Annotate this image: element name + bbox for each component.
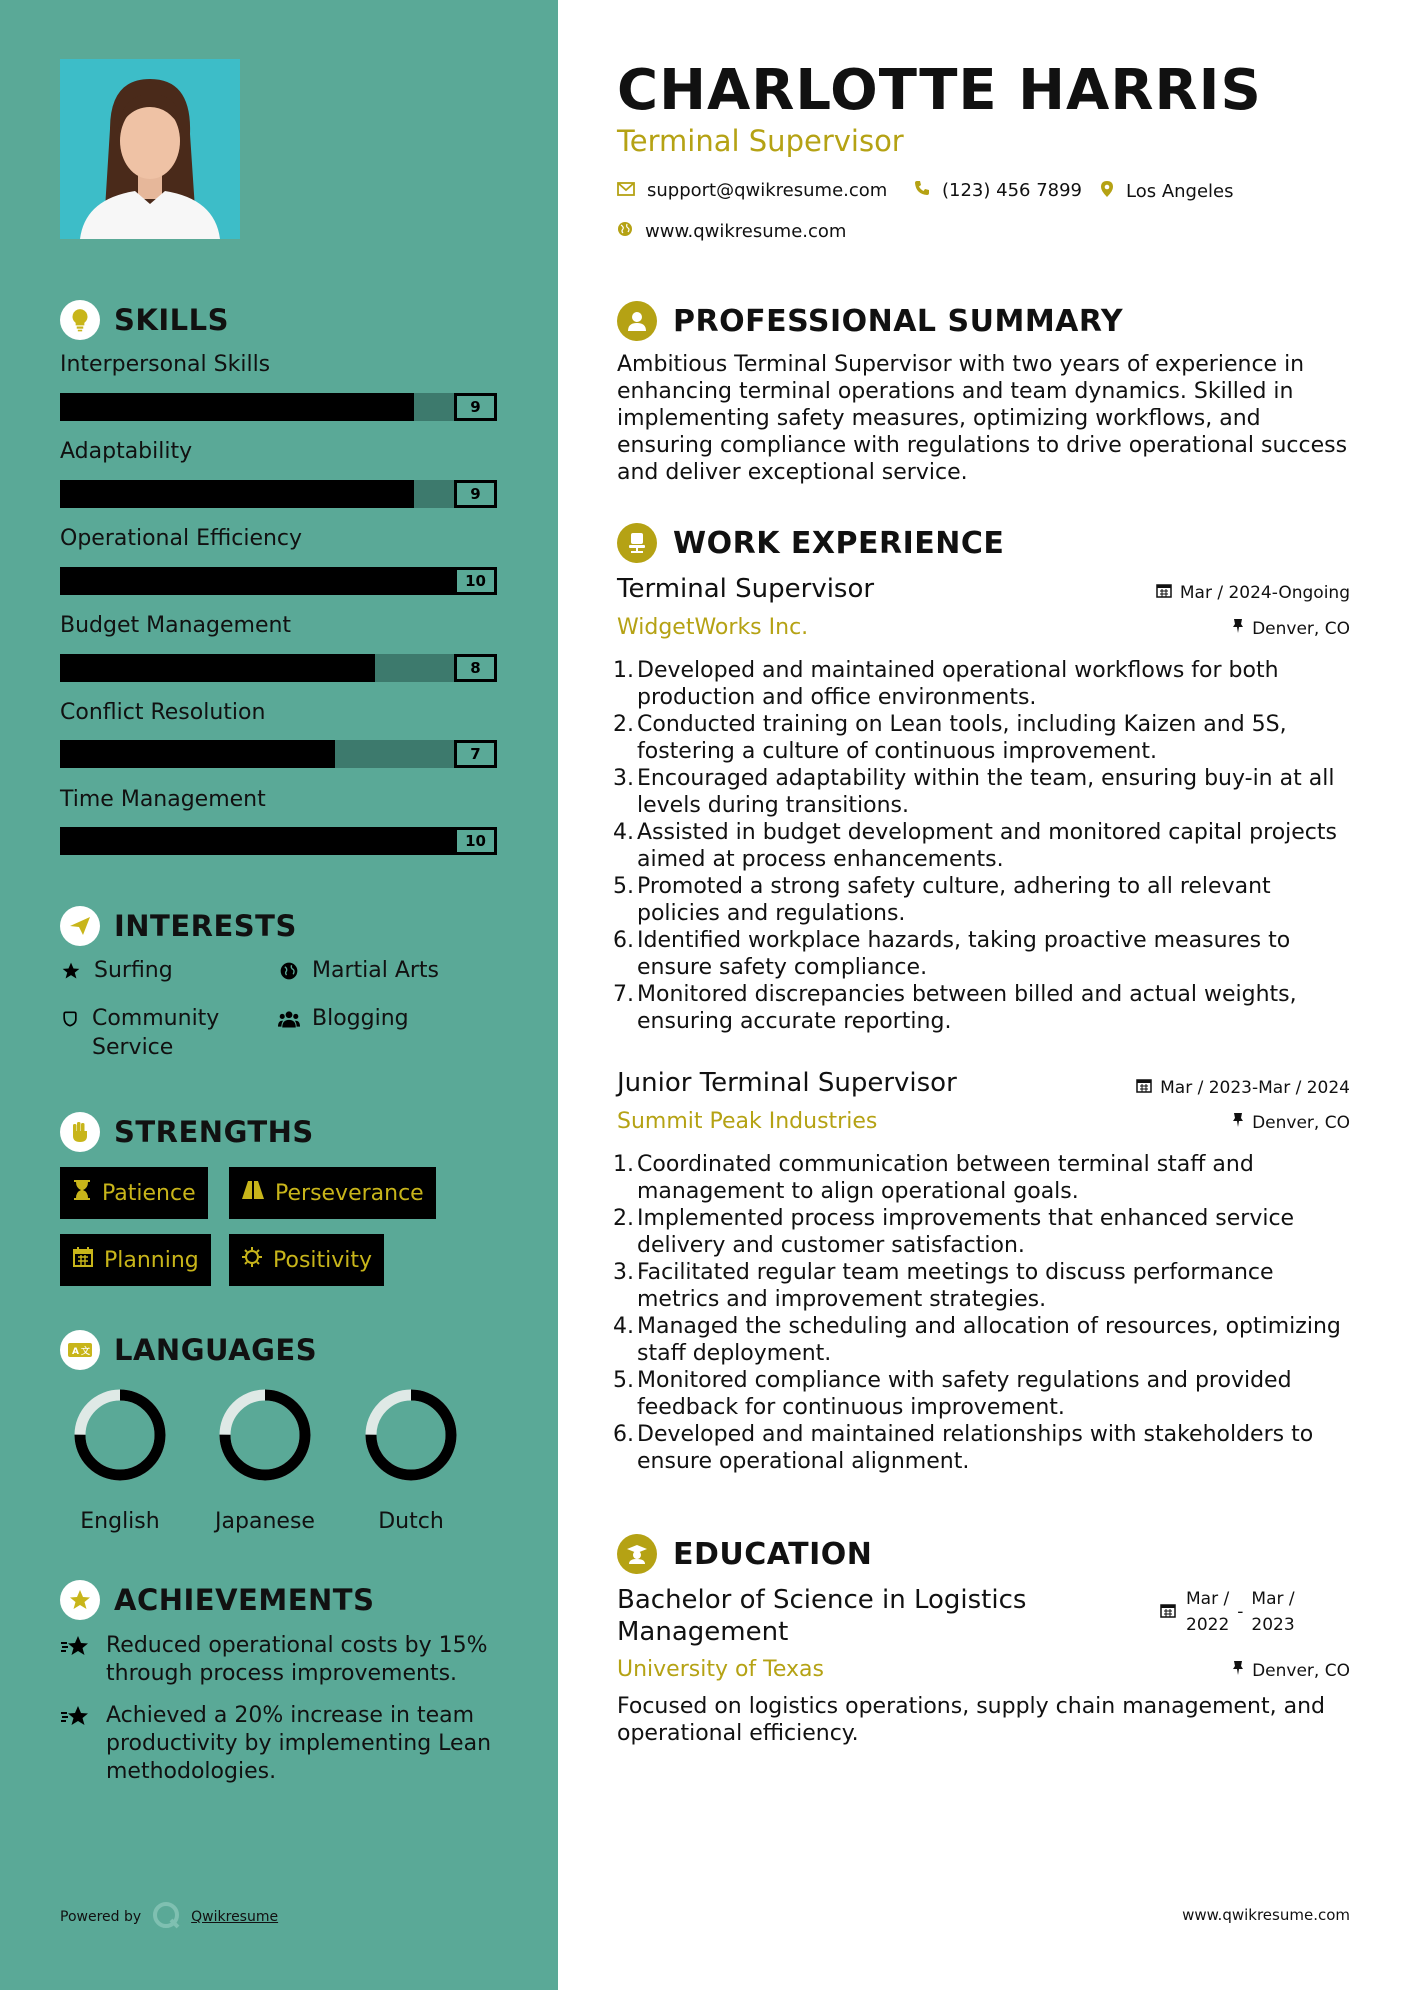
duty-text: Monitored discrepancies between billed and actual weights, ensuring accurate reporting. — [637, 982, 1297, 1034]
skill-fill — [60, 393, 414, 421]
education-location: Denver, CO — [1232, 1660, 1350, 1681]
job-role: Junior Terminal Supervisor — [617, 1068, 957, 1098]
summary-text: Ambitious Terminal Supervisor with two years of experience in enhancing terminal operations and team dynamics. Skilled in implementing safety measures, optimizing workflows, and ensuring compliance with regulations to drive operational success and deliver exceptional service. — [617, 352, 1348, 485]
duty-number: 7. — [613, 982, 634, 1007]
phone-icon — [914, 180, 930, 201]
hourglass-icon — [72, 1179, 92, 1207]
skill-bar — [60, 740, 497, 768]
globe-icon — [278, 956, 300, 985]
duty-number: 5. — [613, 1368, 634, 1393]
svg-text:A: A — [72, 1347, 79, 1357]
duty-number: 6. — [613, 1422, 634, 1447]
duty-item — [610, 657, 1355, 711]
calendar-icon — [1156, 582, 1172, 603]
calendar-icon — [1160, 1586, 1176, 1638]
education-description: Focused on logistics operations, supply chain management, and operational efficiency. — [617, 1694, 1325, 1746]
skill-name: Time Management — [60, 787, 266, 812]
skill-score: 10 — [454, 827, 497, 855]
interest-item: Surfing — [60, 956, 173, 985]
skill-score: 8 — [454, 654, 497, 682]
contact-website: www.qwikresume.com — [617, 221, 846, 242]
duty-text: Identified workplace hazards, taking proactive measures to ensure safety compliance. — [637, 928, 1291, 980]
duty-item — [610, 1205, 1355, 1259]
candidate-title: Terminal Supervisor — [617, 124, 904, 158]
language-item: English — [60, 1387, 180, 1534]
interest-item: Community Service — [60, 1004, 260, 1062]
calendar-icon — [72, 1246, 94, 1274]
duty-number: 3. — [613, 766, 634, 791]
duty-item — [610, 711, 1355, 765]
user-icon — [617, 301, 657, 341]
duty-item — [610, 873, 1355, 927]
job-duties — [610, 1151, 1355, 1475]
contact-email: support@qwikresume.com — [617, 180, 887, 201]
skill-fill — [60, 480, 414, 508]
skill-fill — [60, 827, 497, 855]
skills-heading: SKILLS — [60, 300, 229, 340]
achievements-heading: ACHIEVEMENTS — [60, 1580, 374, 1620]
contact-location: Los Angeles — [1100, 180, 1234, 203]
skill-name: Budget Management — [60, 613, 292, 638]
users-icon — [278, 1004, 300, 1033]
interests-heading: INTERESTS — [60, 906, 297, 946]
duty-text: Monitored compliance with safety regulations and provided feedback for continuous improvement. — [637, 1368, 1292, 1420]
duty-number: 5. — [613, 874, 634, 899]
duty-text: Implemented process improvements that enhanced service delivery and customer satisfaction. — [637, 1206, 1295, 1258]
svg-text:文: 文 — [81, 1347, 91, 1357]
achievement-item: Reduced operational costs by 15% through process improvements. — [60, 1632, 510, 1688]
duty-number: 3. — [613, 1260, 634, 1285]
duty-number: 2. — [613, 712, 634, 737]
skill-score: 7 — [454, 740, 497, 768]
duty-number: 4. — [613, 820, 634, 845]
job-role: Terminal Supervisor — [617, 574, 875, 604]
qwikresume-logo-icon — [151, 1900, 181, 1934]
star-icon — [60, 956, 82, 985]
duty-item — [610, 981, 1355, 1035]
job-company: WidgetWorks Inc. — [617, 615, 809, 640]
qwikresume-link[interactable]: Qwikresume — [191, 1909, 279, 1925]
job-company: Summit Peak Industries — [617, 1109, 878, 1134]
chair-icon — [617, 523, 657, 563]
duty-number: 2. — [613, 1206, 634, 1231]
duty-text: Encouraged adaptability within the team, ensuring buy-in at all levels during transitions. — [637, 766, 1335, 818]
job-duties — [610, 657, 1355, 1035]
education-degree: Bachelor of Science in Logistics Management — [617, 1585, 1027, 1647]
sun-icon — [241, 1246, 263, 1274]
paper-plane-icon — [60, 906, 100, 946]
envelope-icon — [617, 180, 635, 201]
experience-heading: WORK EXPERIENCE — [617, 523, 1004, 563]
globe-icon — [617, 221, 633, 242]
strength-badge: Planning — [60, 1234, 211, 1286]
duty-item — [610, 1367, 1355, 1421]
duty-number: 1. — [613, 658, 634, 683]
powered-by: Powered by Qwikresume — [60, 1900, 278, 1934]
strength-badge: Patience — [60, 1167, 208, 1219]
language-donut — [363, 1387, 459, 1483]
duty-text: Managed the scheduling and allocation of resources, optimizing staff deployment. — [637, 1314, 1341, 1366]
calendar-icon — [1136, 1077, 1152, 1098]
duty-number: 6. — [613, 928, 634, 953]
skill-name: Conflict Resolution — [60, 700, 266, 725]
summary-heading: PROFESSIONAL SUMMARY — [617, 301, 1123, 341]
fist-icon — [60, 1112, 100, 1152]
skill-fill — [60, 740, 335, 768]
pushpin-icon — [1232, 1112, 1244, 1133]
duty-item — [610, 1151, 1355, 1205]
footer-url[interactable]: www.qwikresume.com — [1182, 1906, 1350, 1924]
job-date: Mar / 2024-Ongoing — [1156, 582, 1350, 603]
sidebar — [0, 0, 558, 1990]
skill-bar — [60, 827, 497, 855]
skill-bar — [60, 480, 497, 508]
duty-text: Developed and maintained operational workflows for both production and office environments. — [637, 658, 1279, 710]
duty-text: Coordinated communication between terminal staff and management to align operational goals. — [637, 1152, 1254, 1204]
language-item: Japanese — [205, 1387, 325, 1534]
skill-bar — [60, 654, 497, 682]
duty-item — [610, 1421, 1355, 1475]
map-pin-icon — [1100, 180, 1114, 203]
hand-icon — [60, 1004, 80, 1033]
skill-name: Adaptability — [60, 439, 193, 464]
duty-text: Conducted training on Lean tools, including Kaizen and 5S, fostering a culture of continuous improvement. — [637, 712, 1287, 764]
duty-item — [610, 819, 1355, 873]
duty-text: Promoted a strong safety culture, adhering to all relevant policies and regulations. — [637, 874, 1271, 926]
candidate-name: CHARLOTTE HARRIS — [617, 58, 1262, 123]
language-item: Dutch — [351, 1387, 471, 1534]
education-dates: Mar / 2022 - Mar / 2023 — [1160, 1586, 1295, 1638]
lightbulb-icon — [60, 300, 100, 340]
skill-fill — [60, 567, 497, 595]
job-location: Denver, CO — [1232, 618, 1350, 639]
award-star-icon — [60, 1580, 100, 1620]
pushpin-icon — [1232, 1660, 1244, 1681]
job-location: Denver, CO — [1232, 1112, 1350, 1133]
language-donut — [217, 1387, 313, 1483]
duty-text: Facilitated regular team meetings to discuss performance metrics and improvement strategies. — [637, 1260, 1274, 1312]
duty-number: 1. — [613, 1152, 634, 1177]
duty-text: Developed and maintained relationships with stakeholders to ensure operational alignment. — [637, 1422, 1314, 1474]
skill-bar — [60, 567, 497, 595]
duty-text: Assisted in budget development and monitored capital projects aimed at process enhancements. — [637, 820, 1337, 872]
duty-item — [610, 1259, 1355, 1313]
skill-score: 10 — [454, 567, 497, 595]
contact-phone: (123) 456 7899 — [914, 180, 1082, 201]
skill-bar — [60, 393, 497, 421]
graduate-icon — [617, 1534, 657, 1574]
skill-name: Interpersonal Skills — [60, 352, 271, 377]
job-date: Mar / 2023-Mar / 2024 — [1136, 1077, 1350, 1098]
profile-photo — [60, 59, 240, 239]
strengths-heading: STRENGTHS — [60, 1112, 314, 1152]
skill-name: Operational Efficiency — [60, 526, 303, 551]
language-donut — [72, 1387, 168, 1483]
strength-badge: Positivity — [229, 1234, 384, 1286]
languages-heading: A 文 LANGUAGES — [60, 1330, 317, 1370]
skill-score: 9 — [454, 480, 497, 508]
achievement-item: Achieved a 20% increase in team productivity by implementing Lean methodologies. — [60, 1702, 510, 1786]
skill-fill — [60, 654, 375, 682]
skill-score: 9 — [454, 393, 497, 421]
star-icon — [60, 1632, 92, 1688]
interest-item: Martial Arts — [278, 956, 439, 985]
duty-item — [610, 1313, 1355, 1367]
strength-badge: Perseverance — [229, 1167, 436, 1219]
duty-item — [610, 765, 1355, 819]
language-icon — [60, 1330, 100, 1370]
pushpin-icon — [1232, 618, 1244, 639]
duty-number: 4. — [613, 1314, 634, 1339]
education-school: University of Texas — [617, 1657, 824, 1682]
star-icon — [60, 1702, 92, 1786]
education-heading: EDUCATION — [617, 1534, 872, 1574]
interest-item: Blogging — [278, 1004, 409, 1033]
duty-item — [610, 927, 1355, 981]
road-icon — [241, 1180, 265, 1206]
